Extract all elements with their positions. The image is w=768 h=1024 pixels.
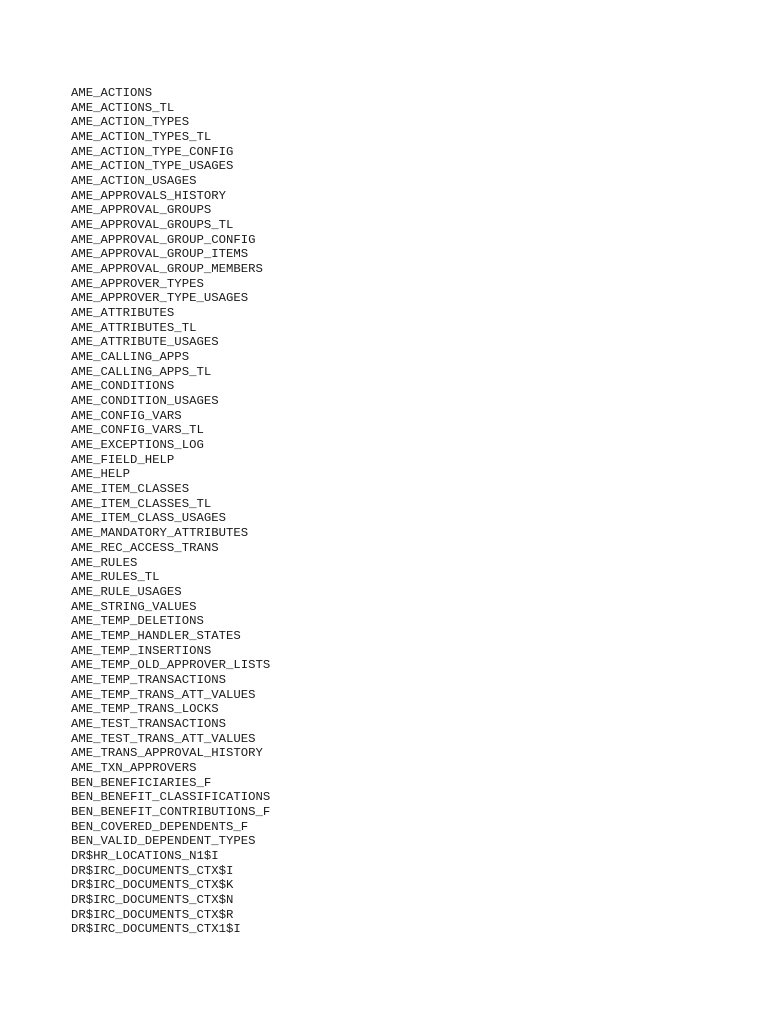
table-name-line: AME_ACTION_TYPE_CONFIG	[71, 144, 234, 159]
table-name-line: BEN_BENEFICIARIES_F	[71, 775, 212, 790]
table-name-list	[71, 86, 270, 937]
table-name-line: AME_ACTION_TYPES_TL	[71, 130, 212, 145]
table-name-line: AME_ACTIONS_TL	[71, 100, 175, 115]
table-name-line: BEN_BENEFIT_CONTRIBUTIONS_F	[71, 804, 271, 819]
table-name-line: AME_TRANS_APPROVAL_HISTORY	[71, 746, 263, 761]
table-name-line: AME_CONDITIONS	[71, 379, 175, 394]
table-name-line: AME_CONFIG_VARS_TL	[71, 423, 204, 438]
table-name-line: AME_TEMP_TRANS_ATT_VALUES	[71, 687, 256, 702]
table-name-line: AME_CALLING_APPS_TL	[71, 364, 212, 379]
table-name-line: DR$IRC_DOCUMENTS_CTX$I	[71, 863, 234, 878]
table-name-line: AME_APPROVER_TYPE_USAGES	[71, 291, 249, 306]
table-name-line: AME_APPROVAL_GROUP_MEMBERS	[71, 262, 263, 277]
table-name-line: AME_APPROVAL_GROUP_ITEMS	[71, 247, 249, 262]
table-name-line: AME_APPROVAL_GROUPS	[71, 203, 212, 218]
table-name-line: AME_TEST_TRANS_ATT_VALUES	[71, 731, 256, 746]
table-name-line: AME_TEMP_HANDLER_STATES	[71, 628, 241, 643]
table-name-line: AME_APPROVALS_HISTORY	[71, 188, 226, 203]
table-name-line: AME_ACTIONS	[71, 86, 153, 100]
table-name-line: AME_RULES_TL	[71, 570, 160, 585]
table-name-line: DR$IRC_DOCUMENTS_CTX$K	[71, 878, 234, 893]
table-name-line: AME_ACTION_USAGES	[71, 174, 197, 189]
table-name-line: AME_FIELD_HELP	[71, 452, 175, 467]
table-name-line: AME_ATTRIBUTE_USAGES	[71, 335, 219, 350]
table-name-line: AME_ATTRIBUTES_TL	[71, 320, 197, 335]
table-name-line: DR$IRC_DOCUMENTS_CTX$R	[71, 907, 234, 922]
table-name-line: BEN_BENEFIT_CLASSIFICATIONS	[71, 790, 271, 805]
table-name-line: AME_ITEM_CLASSES_TL	[71, 496, 212, 511]
table-name-line: AME_EXCEPTIONS_LOG	[71, 438, 204, 453]
table-name-line: AME_CALLING_APPS	[71, 350, 190, 365]
table-name-line: AME_TEMP_OLD_APPROVER_LISTS	[71, 658, 271, 673]
table-name-line: AME_RULES	[71, 555, 138, 570]
table-name-line: BEN_VALID_DEPENDENT_TYPES	[71, 834, 256, 849]
table-name-line: AME_APPROVER_TYPES	[71, 276, 204, 291]
table-name-line: DR$IRC_DOCUMENTS_CTX1$I	[71, 922, 241, 937]
table-name-line: AME_ITEM_CLASS_USAGES	[71, 511, 226, 526]
table-name-line: AME_TEST_TRANSACTIONS	[71, 716, 226, 731]
table-name-line: DR$HR_LOCATIONS_N1$I	[71, 848, 219, 863]
table-name-line: AME_ACTION_TYPE_USAGES	[71, 159, 234, 174]
table-name-line: AME_ACTION_TYPES	[71, 115, 190, 130]
table-name-line: AME_TEMP_TRANS_LOCKS	[71, 702, 219, 717]
table-name-line: AME_ITEM_CLASSES	[71, 482, 190, 497]
table-name-line: AME_TXN_APPROVERS	[71, 760, 197, 775]
table-name-line: AME_CONDITION_USAGES	[71, 394, 219, 409]
table-name-line: AME_HELP	[71, 467, 131, 482]
table-name-line: AME_APPROVAL_GROUP_CONFIG	[71, 232, 256, 247]
table-name-line: AME_RULE_USAGES	[71, 584, 182, 599]
table-name-line: AME_MANDATORY_ATTRIBUTES	[71, 526, 249, 541]
table-name-line: AME_STRING_VALUES	[71, 599, 197, 614]
table-name-line: AME_TEMP_INSERTIONS	[71, 643, 212, 658]
table-name-line: AME_TEMP_TRANSACTIONS	[71, 672, 226, 687]
table-name-line: AME_APPROVAL_GROUPS_TL	[71, 218, 234, 233]
table-name-line: AME_CONFIG_VARS	[71, 408, 182, 423]
table-name-line: DR$IRC_DOCUMENTS_CTX$N	[71, 892, 234, 907]
table-name-line: AME_TEMP_DELETIONS	[71, 614, 204, 629]
table-name-line: AME_REC_ACCESS_TRANS	[71, 540, 219, 555]
table-name-line: BEN_COVERED_DEPENDENTS_F	[71, 819, 249, 834]
table-name-line: AME_ATTRIBUTES	[71, 306, 175, 321]
